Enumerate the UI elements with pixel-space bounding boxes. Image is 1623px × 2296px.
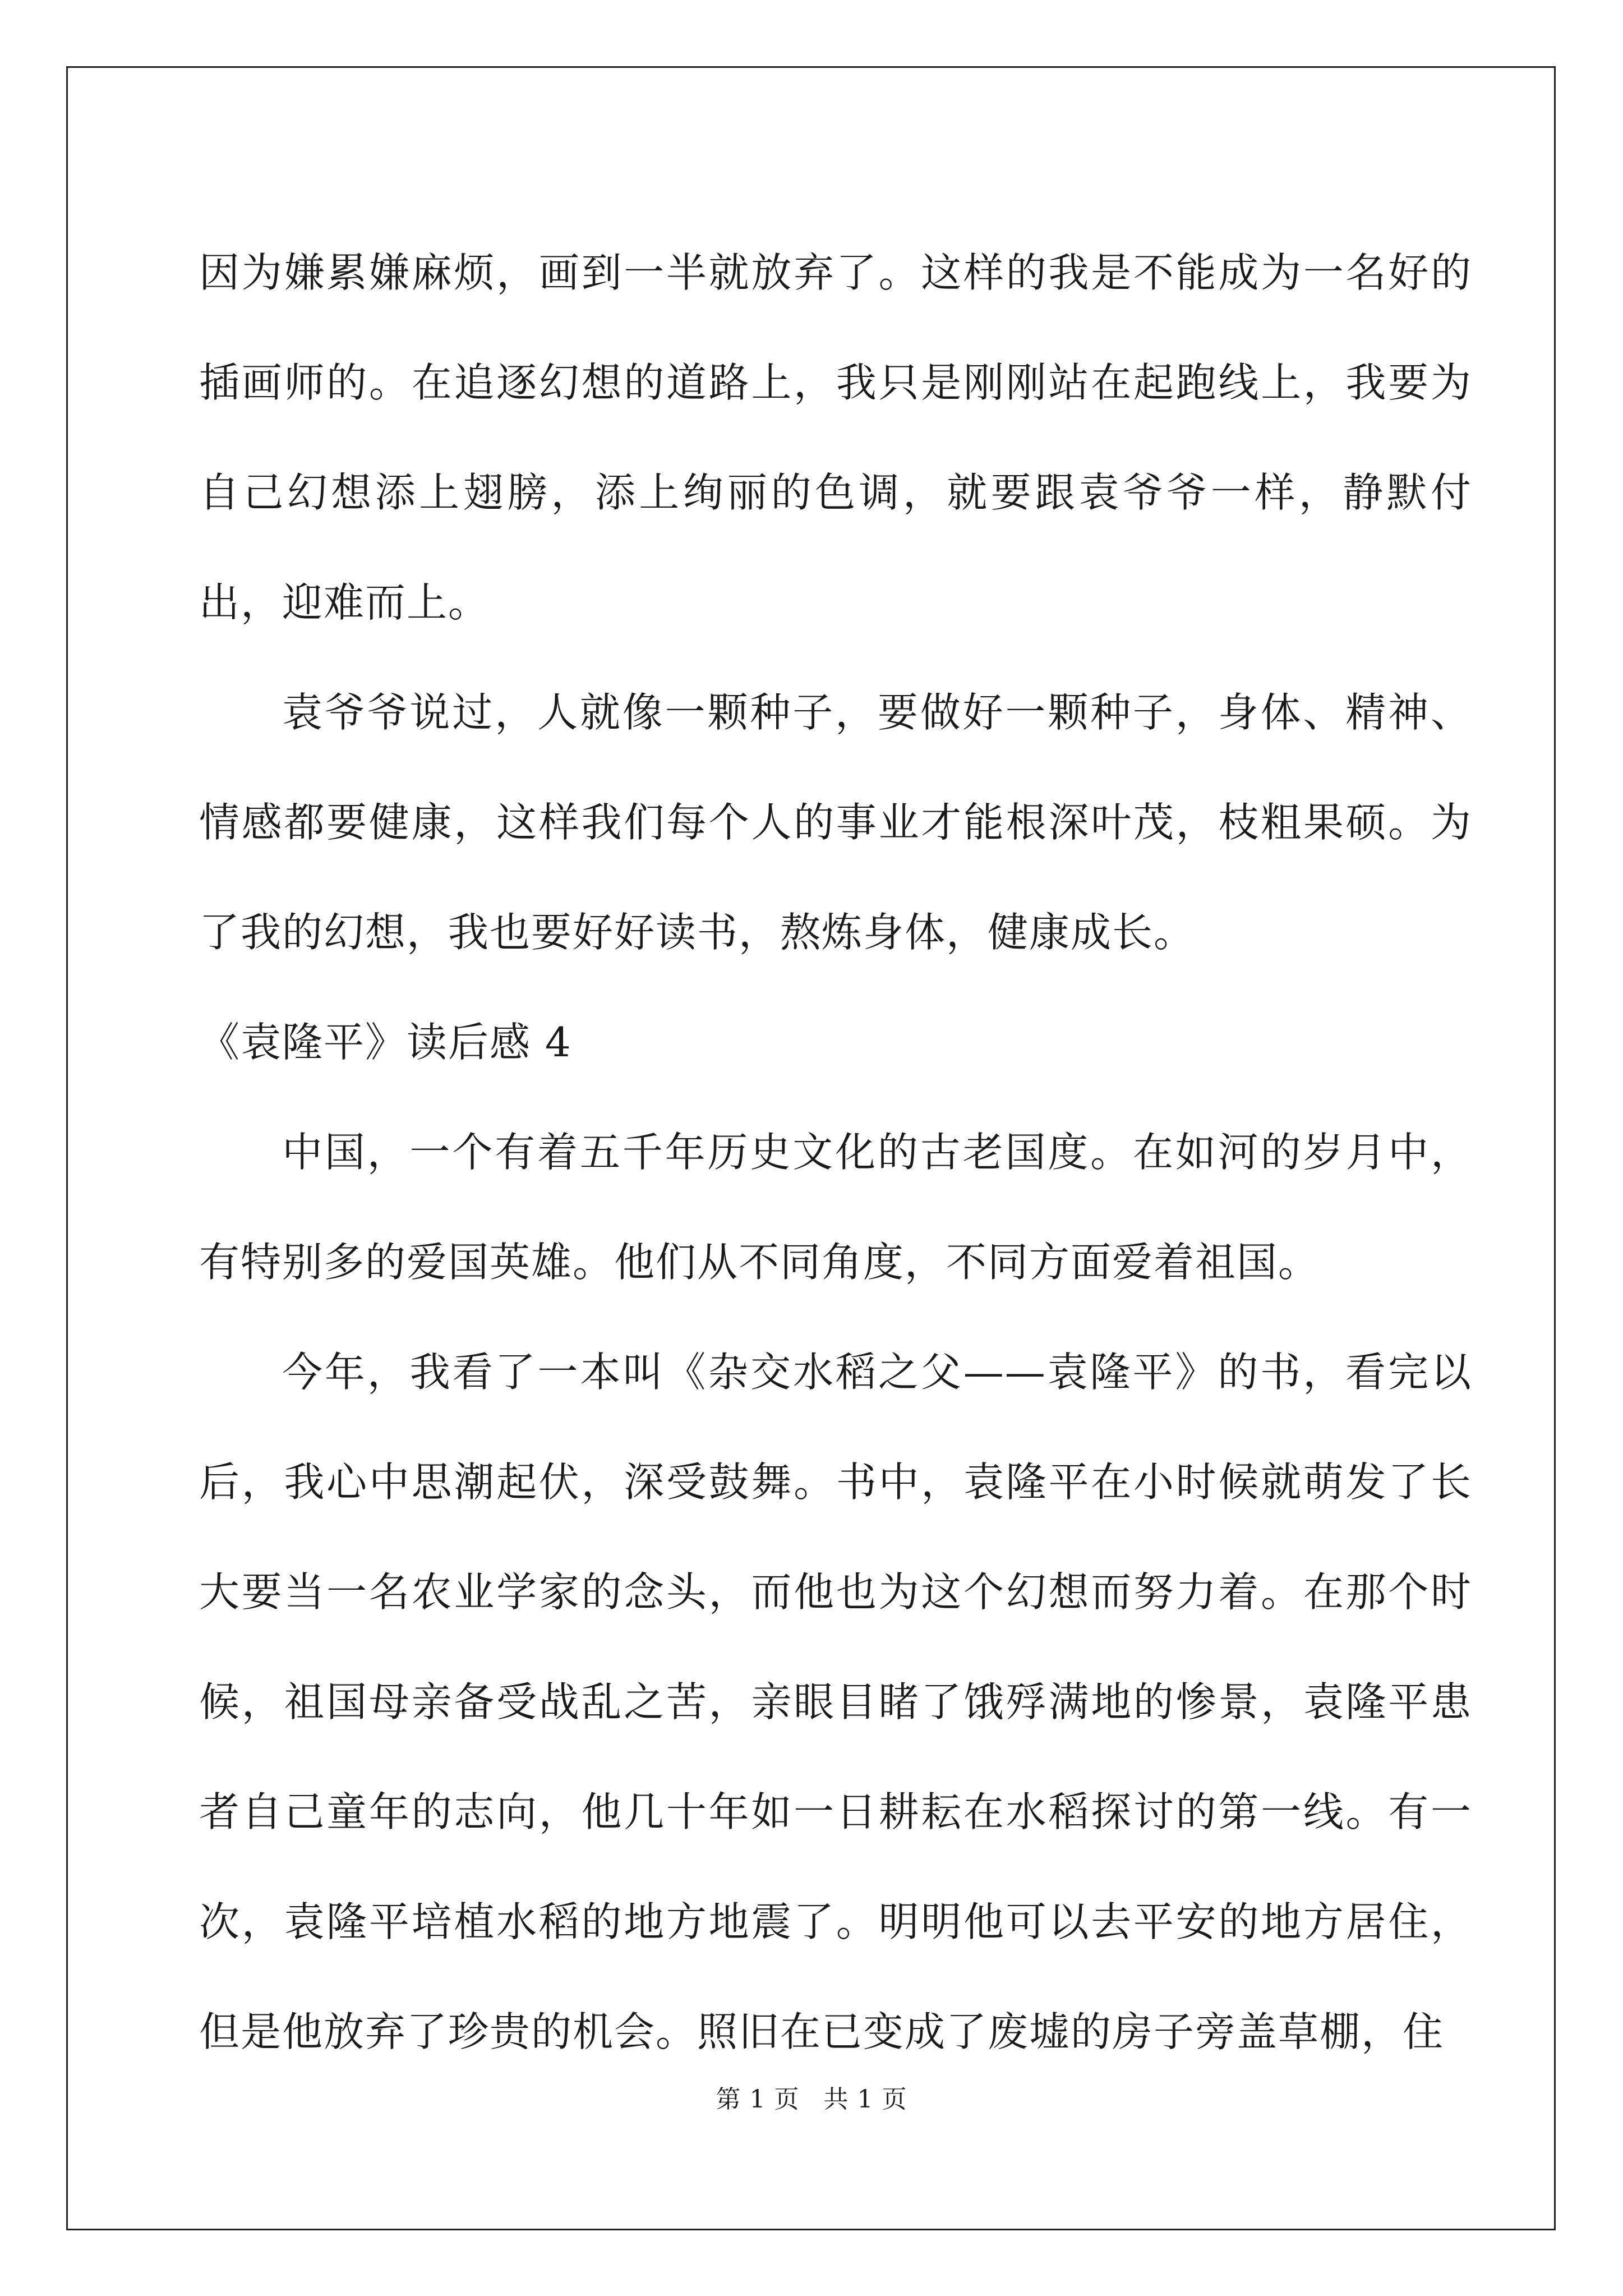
page-total: 共 1 页: [823, 2085, 907, 2114]
section-heading: 《袁隆平》读后感 4: [199, 1019, 572, 1066]
paragraph: 今年，我看了一本叫《杂交水稻之父——袁隆平》的书，看完以后，我心中思潮起伏，深受鼓舞。书中，袁隆平在小时候就萌发了长大要当一名农业学家的念头，而他也为这个幻想而努力着。在那个时候，祖国母亲备受战乱之苦，亲眼目睹了饿殍满地的惨景，袁隆平患者自己童年的志向，他几十年如一日耕耘在水稻探讨的第一线。有一次，袁隆平培植水稻的地方地震了。明明他可以去平安的地方居住，但是他放弃了珍贵的机会。照旧在已变成了废墟的房子旁盖草棚，住: [199, 1349, 1472, 2055]
page-footer: [0, 2079, 1623, 2115]
document-body: [199, 218, 1472, 2087]
paragraph: 因为嫌累嫌麻烦，画到一半就放弃了。这样的我是不能成为一名好的插画师的。在追逐幻想的道路上，我只是刚刚站在起跑线上，我要为自己幻想添上翅膀，添上绚丽的色调，就要跟袁爷爷一样，静默付出，迎难而上。: [199, 249, 1472, 626]
paragraph: 袁爷爷说过，人就像一颗种子，要做好一颗种子，身体、精神、情感都要健康，这样我们每个人的事业才能根深叶茂，枝粗果硕。为了我的幻想，我也要好好读书，熬炼身体，健康成长。: [199, 689, 1472, 956]
paragraph: 中国，一个有着五千年历史文化的古老国度。在如河的岁月中，有特别多的爱国英雄。他们从不同角度，不同方面爱着祖国。: [199, 1129, 1472, 1286]
page-number: 第 1 页: [716, 2085, 800, 2114]
